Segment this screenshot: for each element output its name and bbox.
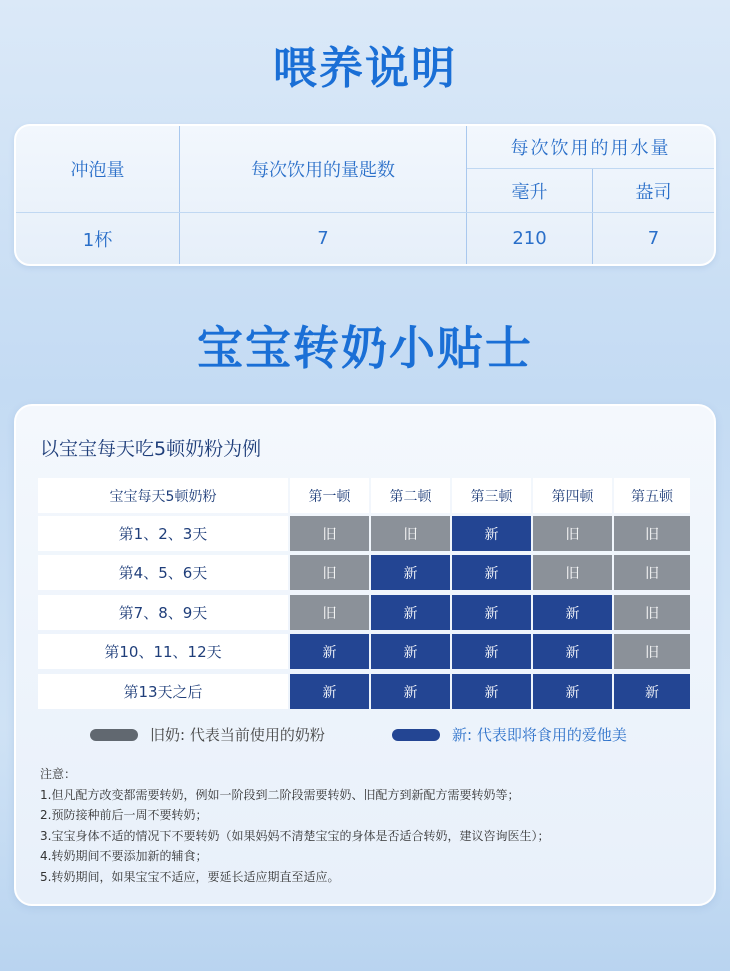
- cell-cups: 1杯: [82, 229, 113, 251]
- new-milk-cell: 新: [452, 674, 531, 709]
- header-meal-5: 第五顿: [614, 478, 690, 513]
- header-meal-1: 第一顿: [290, 478, 369, 513]
- header-scoops: 每次饮用的量匙数: [251, 160, 395, 181]
- transition-tips-card: [14, 404, 716, 906]
- cell-ml: 210: [512, 228, 547, 249]
- new-milk-cell: 新: [533, 595, 612, 630]
- new-milk-cell: 新: [614, 674, 690, 709]
- legend-new: [392, 724, 627, 745]
- header-meal-2: 第二顿: [371, 478, 450, 513]
- header-water-amount: 每次饮用的用水量: [510, 138, 671, 159]
- old-milk-cell: 旧: [614, 595, 690, 630]
- new-milk-cell: 新: [533, 674, 612, 709]
- header-oz: 盎司: [635, 181, 672, 203]
- note-line: 5.转奶期间，如果宝宝不适应，要延长适应期直至适应。: [40, 869, 340, 884]
- row-label: 第10、11、12天: [38, 634, 288, 669]
- row-label: 第7、8、9天: [38, 595, 288, 630]
- feeding-instructions-title: 喂养说明: [273, 43, 457, 94]
- new-milk-cell: 新: [371, 674, 450, 709]
- header-brew-amount: 冲泡量: [70, 160, 125, 181]
- legend-new-text: 新: 代表即将食用的爱他美: [452, 726, 627, 744]
- header-meal-4: 第四顿: [533, 478, 612, 513]
- old-milk-cell: 旧: [371, 516, 450, 551]
- notes: [40, 764, 549, 887]
- cell-oz: 7: [647, 228, 660, 249]
- old-milk-cell: 旧: [533, 555, 612, 590]
- old-milk-cell: 旧: [614, 634, 690, 669]
- note-line: 4.转奶期间不要添加新的辅食；: [40, 849, 208, 863]
- feeding-table: [14, 124, 716, 266]
- new-milk-cell: 新: [452, 555, 531, 590]
- new-milk-cell: 新: [452, 634, 531, 669]
- header-ml: 毫升: [511, 181, 548, 203]
- old-milk-cell: 旧: [533, 516, 612, 551]
- old-milk-cell: 旧: [290, 555, 369, 590]
- row-label: 第13天之后: [38, 674, 288, 709]
- old-swatch: [90, 729, 138, 741]
- new-milk-cell: 新: [290, 674, 369, 709]
- old-milk-cell: 旧: [290, 516, 369, 551]
- old-milk-cell: 旧: [614, 555, 690, 590]
- old-milk-cell: 旧: [614, 516, 690, 551]
- note-line: 3.宝宝身体不适的情况下不要转奶（如果妈妈不清楚宝宝的身体是否适合转奶，建议咨询医生）；: [40, 828, 550, 843]
- new-milk-cell: 新: [452, 595, 531, 630]
- new-milk-cell: 新: [452, 516, 531, 551]
- new-swatch: [392, 729, 440, 741]
- header-meal-3: 第三顿: [452, 478, 531, 513]
- note-line: 2.预防接种前后一周不要转奶；: [40, 808, 208, 822]
- header-label: 宝宝每天5顿奶粉: [38, 478, 288, 513]
- row-label: 第4、5、6天: [38, 555, 288, 590]
- old-milk-cell: 旧: [290, 595, 369, 630]
- cell-scoops: 7: [317, 228, 329, 249]
- note-line: 注意：: [40, 767, 77, 781]
- legend-old-text: 旧奶: 代表当前使用的奶粉: [150, 726, 325, 744]
- row-label: 第1、2、3天: [38, 516, 288, 551]
- new-milk-cell: 新: [371, 595, 450, 630]
- legend-old: [90, 724, 325, 745]
- new-milk-cell: 新: [371, 634, 450, 669]
- note-line: 1.但凡配方改变都需要转奶，例如一阶段到二阶段需要转奶、旧配方到新配方需要转奶等；: [40, 787, 520, 802]
- new-milk-cell: 新: [371, 555, 450, 590]
- milk-transition-tips-title: 宝宝转奶小贴士: [197, 321, 533, 375]
- tips-subtitle: 以宝宝每天吃5顿奶粉为例: [40, 438, 262, 460]
- new-milk-cell: 新: [533, 634, 612, 669]
- new-milk-cell: 新: [290, 634, 369, 669]
